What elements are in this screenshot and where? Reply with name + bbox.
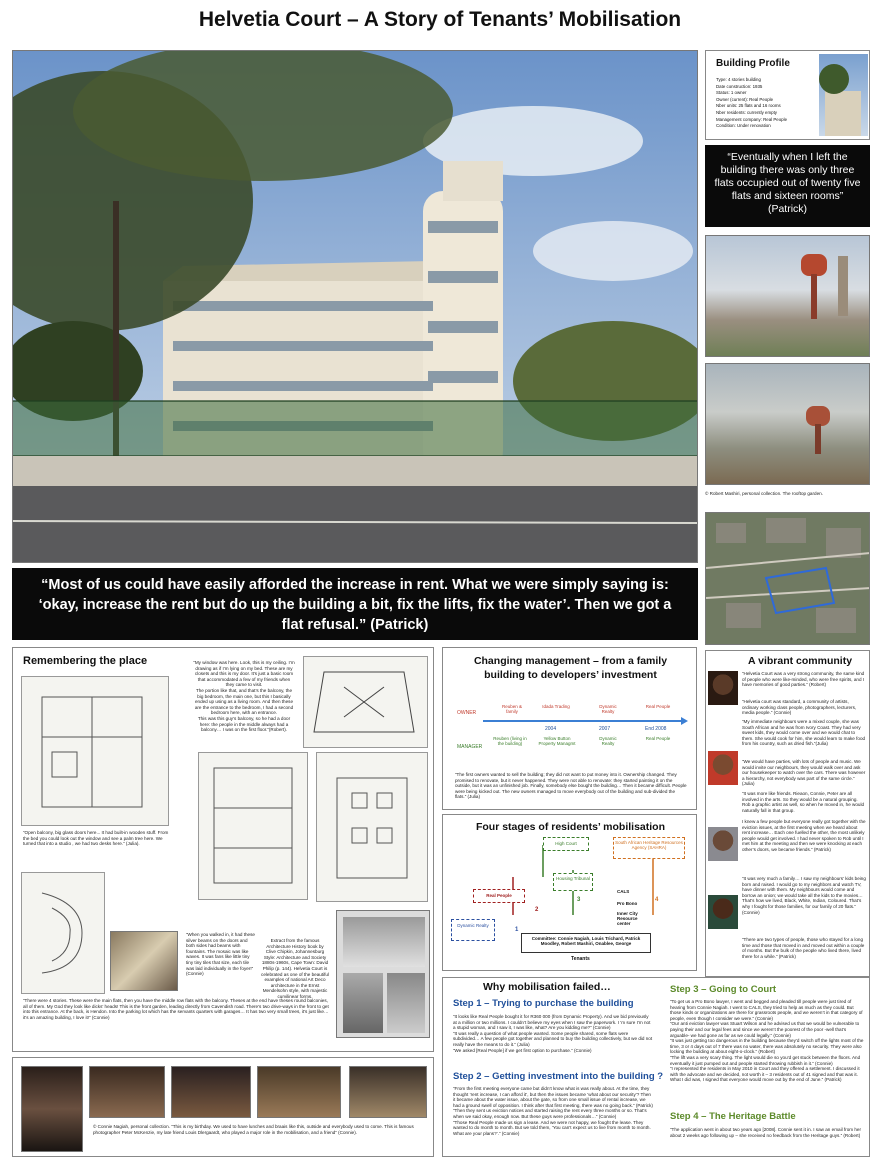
- profile-line: Nber units: 25 flats and 16 rooms: [716, 103, 781, 109]
- birthday-photo-strip: [12, 1057, 434, 1157]
- rooftop-garden-photo: [705, 363, 870, 485]
- stage-number: 1: [515, 927, 519, 933]
- community-quote: “There are two types of people, those who stayed for a long time and those that moved in and moved out within a couple of months. But the bulk of the people who lived there, lived there for a while.” (Patrick): [742, 937, 865, 959]
- party-photo: [21, 1066, 83, 1152]
- curved-balcony-drawing: [22, 873, 104, 993]
- profile-thumbnail: [819, 54, 868, 136]
- cals-node: CALS: [617, 889, 630, 894]
- floorplan-sketch: [21, 676, 169, 826]
- party-photo: [257, 1066, 341, 1118]
- main-quote: “Most of us could have easily afforded the increase in rent. What we were simply saying is: ‘okay, increase the rent but do up the building a bit, fix the lifts, fix the water’. Then we got a flat refusal.” (Patrick): [12, 568, 698, 640]
- pro-bono-node: Pro Bono: [617, 901, 638, 906]
- timeline-arrowhead: [681, 717, 688, 725]
- changing-management: [442, 647, 697, 810]
- aerial-map-illustration: [706, 513, 870, 645]
- step-3-heading: Step 3 – Going to Court: [670, 984, 777, 995]
- step-1-text: “It looks like Real People bought it for R360 000 (from Dynamic Property). And we bid previously at a million or two millions. I couldn’t believe my eyes when I saw the paperwork. I ’m sure I’m not a stupid woman, and I saw it, I was like, what? Are you kidding me?” (Connie) “It was really a question of what people wanted. Some people shared, some flats were subdivided… A few people got together and planned to buy the building collectively, but we did not really have the means to do it.” (Julia) “We asked [Real People] if we get first option to purchase.” (Connie): [453, 1014, 653, 1053]
- remembering-section: [12, 647, 434, 1052]
- manager-label: MANAGER: [457, 744, 483, 750]
- main-building-photo: [12, 50, 698, 563]
- owner-entry: Reuben & family: [501, 704, 522, 714]
- profile-line: Type: 4 stories building: [716, 77, 761, 82]
- resident-avatar: [708, 895, 738, 929]
- timeline-year: End 2008: [645, 726, 667, 732]
- owner-entry: Dynamic Realty: [599, 704, 617, 714]
- page-title: Helvetia Court – A Story of Tenants’ Mobilisation: [198, 8, 682, 31]
- photo-credit: © Robert Mashiri, personal collection. The rooftop garden.: [705, 491, 823, 496]
- profile-line: Date construction: 1935: [716, 83, 763, 89]
- tenants-node: Tenants: [571, 956, 590, 962]
- four-stages-heading: Four stages of residents’ mobilisation: [475, 821, 666, 833]
- housing-tribunal-node: Housing Tribunal: [553, 873, 593, 891]
- vibrant-heading: A vibrant community: [748, 655, 853, 667]
- elevation-drawing: [199, 753, 307, 899]
- curved-balcony-sketch: [21, 872, 105, 994]
- manager-entry: Real People: [645, 736, 671, 741]
- party-photo: [89, 1066, 165, 1118]
- profile-line: Condition: Under renovation: [716, 123, 771, 129]
- building-profile: [705, 50, 870, 140]
- balcony-quote: “Open balcony, big glass doors here... It had built-in wooden stuff. From the bed you could look out the window and see a palm tree here. We turned that into a studio , we had two desks here.” (Julia).: [23, 830, 169, 847]
- building-photo-illustration: [13, 51, 698, 563]
- resident-avatar: [708, 751, 738, 785]
- inner-city-node: Inner City Resource center: [617, 911, 638, 926]
- room-drawing: [304, 657, 427, 747]
- timeline-year: 2004: [545, 726, 557, 732]
- timeline-year: 2007: [599, 726, 611, 732]
- timeline-arrow: [483, 720, 683, 722]
- extract-text: Extract from the famous Architecture History book by Clive Chipkin, Johannesburg Style: Architecture and Society 1880s-1960s, Cape Town: David Philip (p. 144). Helvetia Court is celebrated as one of the beautiful examples of national Art Deco architecture in the Ernst Mendelsohn style, with majestic curvilinear forms.: [261, 938, 329, 999]
- community-quote: “It was more like friends. Rieaon, Connie, Peter are all involved in the arts. So they would be a natural grouping. Rob a graphic artist as well, so when he moved in, he would naturally fall in that group.: [742, 791, 865, 813]
- stories-quote: “There were 4 stories. These were the main flats, then you have the middle row flats with the balcony. Theses at the end have theses round balconies, all of them. My God they look like dicks’ heads! This is the front garden, leading directly from Cavendish road. There’s two drive-ways in the front to get into this entrance. At the back, is Hendon. Into the parking lot which has the servants quarters with garages… It has two very small trees, it’s just like…it’s an amazing building, I love it!” (Connie): [23, 998, 329, 1020]
- profile-line: Status: 1 owner: [716, 90, 747, 96]
- changing-heading: Changing management – from a family building to developers’ investment: [473, 655, 668, 681]
- owner-entry: Real People: [645, 704, 671, 709]
- high-court-node: High Court: [543, 837, 589, 851]
- profile-line: Nber residents: currently empty: [716, 109, 778, 115]
- changing-quote: “The first owners wanted to sell the building; they did not want to put money into it. Ownership changed. They promised to renovate, but it never happened. They were not able to renovate: they started painting it on the outside, but it was an unfinished job. Finally, somebody else bought the building… Then it became difficult. People were being kicked out. The new owners managed to move everybody out of the building and sub-divided the flats.” (Julia): [455, 772, 687, 800]
- manager-entry: Yellow Button Property Managmt: [538, 736, 576, 746]
- step-3-text: “To get us a Pro Bono lawyer, I went and begged and pleaded till people were just tired of hearing from Connie Nagiah. I went to CALS, they tried to help as much as they could. But those kinds or organizations are there for grassroots people, and we weren’t in that category of people, even though I consider we were.” (Connie) “Our anti eviction lawyer was Stuart Wilson and he advised us that we would be vulnerable to paying their and our legal fees and since we weren’t the poorest of the poor -well that’s arguable- we had gone as far as we could legally.” (Connie) “It was just getting too dangerous in the building because they’d switch off the lights most of the time, 3 or 4 days out of 7 there was no water, there was absolutely no security. They were also locking the building at about eight-o-clock.” (Robert) “The lift was a very scary thing. The light would die so you’d get stuck between the floors. And eventually it just pumped out and people started throwing rubbish in it.” (Connie) “I represented the residents in May 2010 in Court and they offered a settlement. I discussed it with the advocate and we decided, not worth it – 3 residents out of 41 signed and that was it. What I did was, I signed that everyone would move out by the end of June.” (Patrick): [670, 999, 864, 1083]
- building-drawing: [317, 753, 427, 901]
- owner-label: OWNER: [457, 710, 477, 716]
- step-2-heading: Step 2 – Getting investment into the building ?: [453, 1071, 664, 1082]
- manager-entry: Reuben (living in the building): [493, 736, 527, 746]
- step-4-heading: Step 4 – The Heritage Battle: [670, 1111, 796, 1122]
- step-2-text: “From the first meeting everyone came but didn’t know what is was really about. At the time, they thought ‘rent increase, I can afford it’, but then the issues became ‘what about our security’? Then it became about the water issue, about the gate, so from one small issue of rental increase, we had a ground swell of opposition. I think after that first meeting, there was no going back.” (Patrick) “Then they sent us eviction notices and started raising the rent every three months or so. That’s when we said okay, enough now. But these guys were professionals…” (Connie) “Those Real People made us sign a lease. And we were not happy, we fought the lease. They wanted to do month to month. But we told them, ‘You can’t expect us to live from month to month. What are your plans?’.” (Connie): [453, 1086, 653, 1136]
- resident-avatar: [708, 671, 738, 705]
- foyer-quote: “When you walked in, it had these silver beams on the doors and both sides had beams with fountains. The mosaic was like waves. It was fans like little tiny tiny tiny tiles that size, each tile was laid individually in the foyer!” (Connie): [186, 932, 255, 977]
- community-quote: “It was very much a family… I saw my neighbours’ kids being born and raised. I would go to my neighbors and watch TV, have dinner with them. My neighbours would come and borrow an onion; we would take all the kids to the movies… That’s how we lived, Black, White, Indian, Coloured. That’s why I fought for those families, for our family of 20 flats.” (Connie): [742, 876, 866, 915]
- real-people-node: Real People: [473, 889, 525, 903]
- stage-number: 4: [655, 897, 659, 903]
- failed-heading: Why mobilisation failed…: [483, 981, 611, 993]
- community-quote: “Helvetia court was standard, a community of artists, ordinary working class people, photographers, lecturers, media people.” (Connie): [742, 699, 857, 716]
- building-sketch: [316, 752, 428, 902]
- committee-node: Committee: Connie Nagiah, Louis Trichard, Patrick Moodley, Robert Mashiri, Onablee, George: [521, 933, 651, 953]
- profile-quote: “Eventually when I left the building there was only three flats occupied out of twenty five flats and sixteen rooms” (Patrick): [705, 145, 870, 227]
- owner-entry: Idada Trading: [542, 704, 570, 709]
- community-quote: I knew a few people but everyone really got together with the eviction issues, at the first meeting when we heard about rent increase… Each one fuelled the other, the most unlikely people would get involved. I had never spoken to Rob until I met him at the meeting and then we were knocking at each other’s doors, we became friends.” (Patrick): [742, 819, 866, 852]
- profile-line: Owner (current): Real People: [716, 96, 774, 102]
- party-photo: [349, 1066, 427, 1118]
- foyer-photo: [110, 931, 178, 991]
- window-quote: “My window was here. Look, this is my ceiling. I’m drawing as if I’m lying on my bed. These are my closets and this is my door. It’s just a basic room that accommodated a few of my friends when they came to visit. The portion like that, and that’s the balcony, the big bedroom, the main one, but this I basically ended up using as a living room. And then these are the entrance to the bedroom, I had a second bedroom here, with an entrance. This was this guy’s balcony, so he had a door here: the people in the middle always had a balcony… I was on the first floor.”(Robert).: [193, 660, 295, 733]
- profile-heading: Building Profile: [716, 58, 790, 69]
- community-quote: “My immediate neighbours were a mixed couple, she was South African and he was from Ivory Coast. They had very sweet kids, they would come over and we would chat to them. She would cook for him, she would learn to make food from his country, such as dried fish.”(Julia): [742, 719, 866, 747]
- sahra-node: South African Heritage Resources Agency (SAHRA): [613, 837, 685, 859]
- community-quote: “We would have parties, with lots of people and music. We would invite our neighbours, they would walk over and ask our housekeeper to watch over the cars. There was however a hierarchy, not everybody was part of the same circle.” (Julia): [742, 759, 866, 787]
- aerial-map-photo: [705, 512, 870, 645]
- floorplan-drawing: [22, 677, 168, 825]
- community-quote: “Helvetia Court was a very strong community, the same kind of people who were like-minded, who were free spirits, and I have memories of good parties.” (Robert): [742, 671, 865, 688]
- water-tower-photo: [705, 235, 870, 357]
- stage-number: 2: [535, 907, 539, 913]
- vibrant-community: [705, 650, 870, 977]
- step-1-heading: Step 1 – Trying to purchase the building: [453, 998, 634, 1009]
- stage-number: 3: [577, 897, 581, 903]
- four-stages: [442, 814, 697, 971]
- room-sketch: [303, 656, 428, 748]
- profile-details: [716, 77, 816, 130]
- why-failed-section: [442, 977, 870, 1157]
- manager-entry: Dynamic Realty: [599, 736, 617, 746]
- step-4-text: “The application went in about two years ago [2008]. Connie sent it in. I saw an email from her about 2 weeks ago following up – she received no feedback from the Heritage guys.” (Robert): [670, 1127, 861, 1138]
- elevation-sketch: [198, 752, 308, 900]
- bottom-caption: © Connie Nagiah, personal collection. “This is my birthday. We used to have lunches and braais like this, outside and everybody used to come. This is famous photographer Peter McKenzie, my late friend Louis Dlergaardt, who played a major role in the mobilisation, and a friend” (Connie).: [93, 1124, 414, 1135]
- remembering-heading: Remembering the place: [23, 655, 148, 667]
- resident-avatar: [708, 827, 738, 861]
- dynamic-realty-node: Dynamic Realty: [451, 919, 495, 941]
- archive-photos: [336, 910, 430, 1038]
- profile-line: Management company: Real People: [716, 116, 788, 122]
- party-photo: [171, 1066, 251, 1118]
